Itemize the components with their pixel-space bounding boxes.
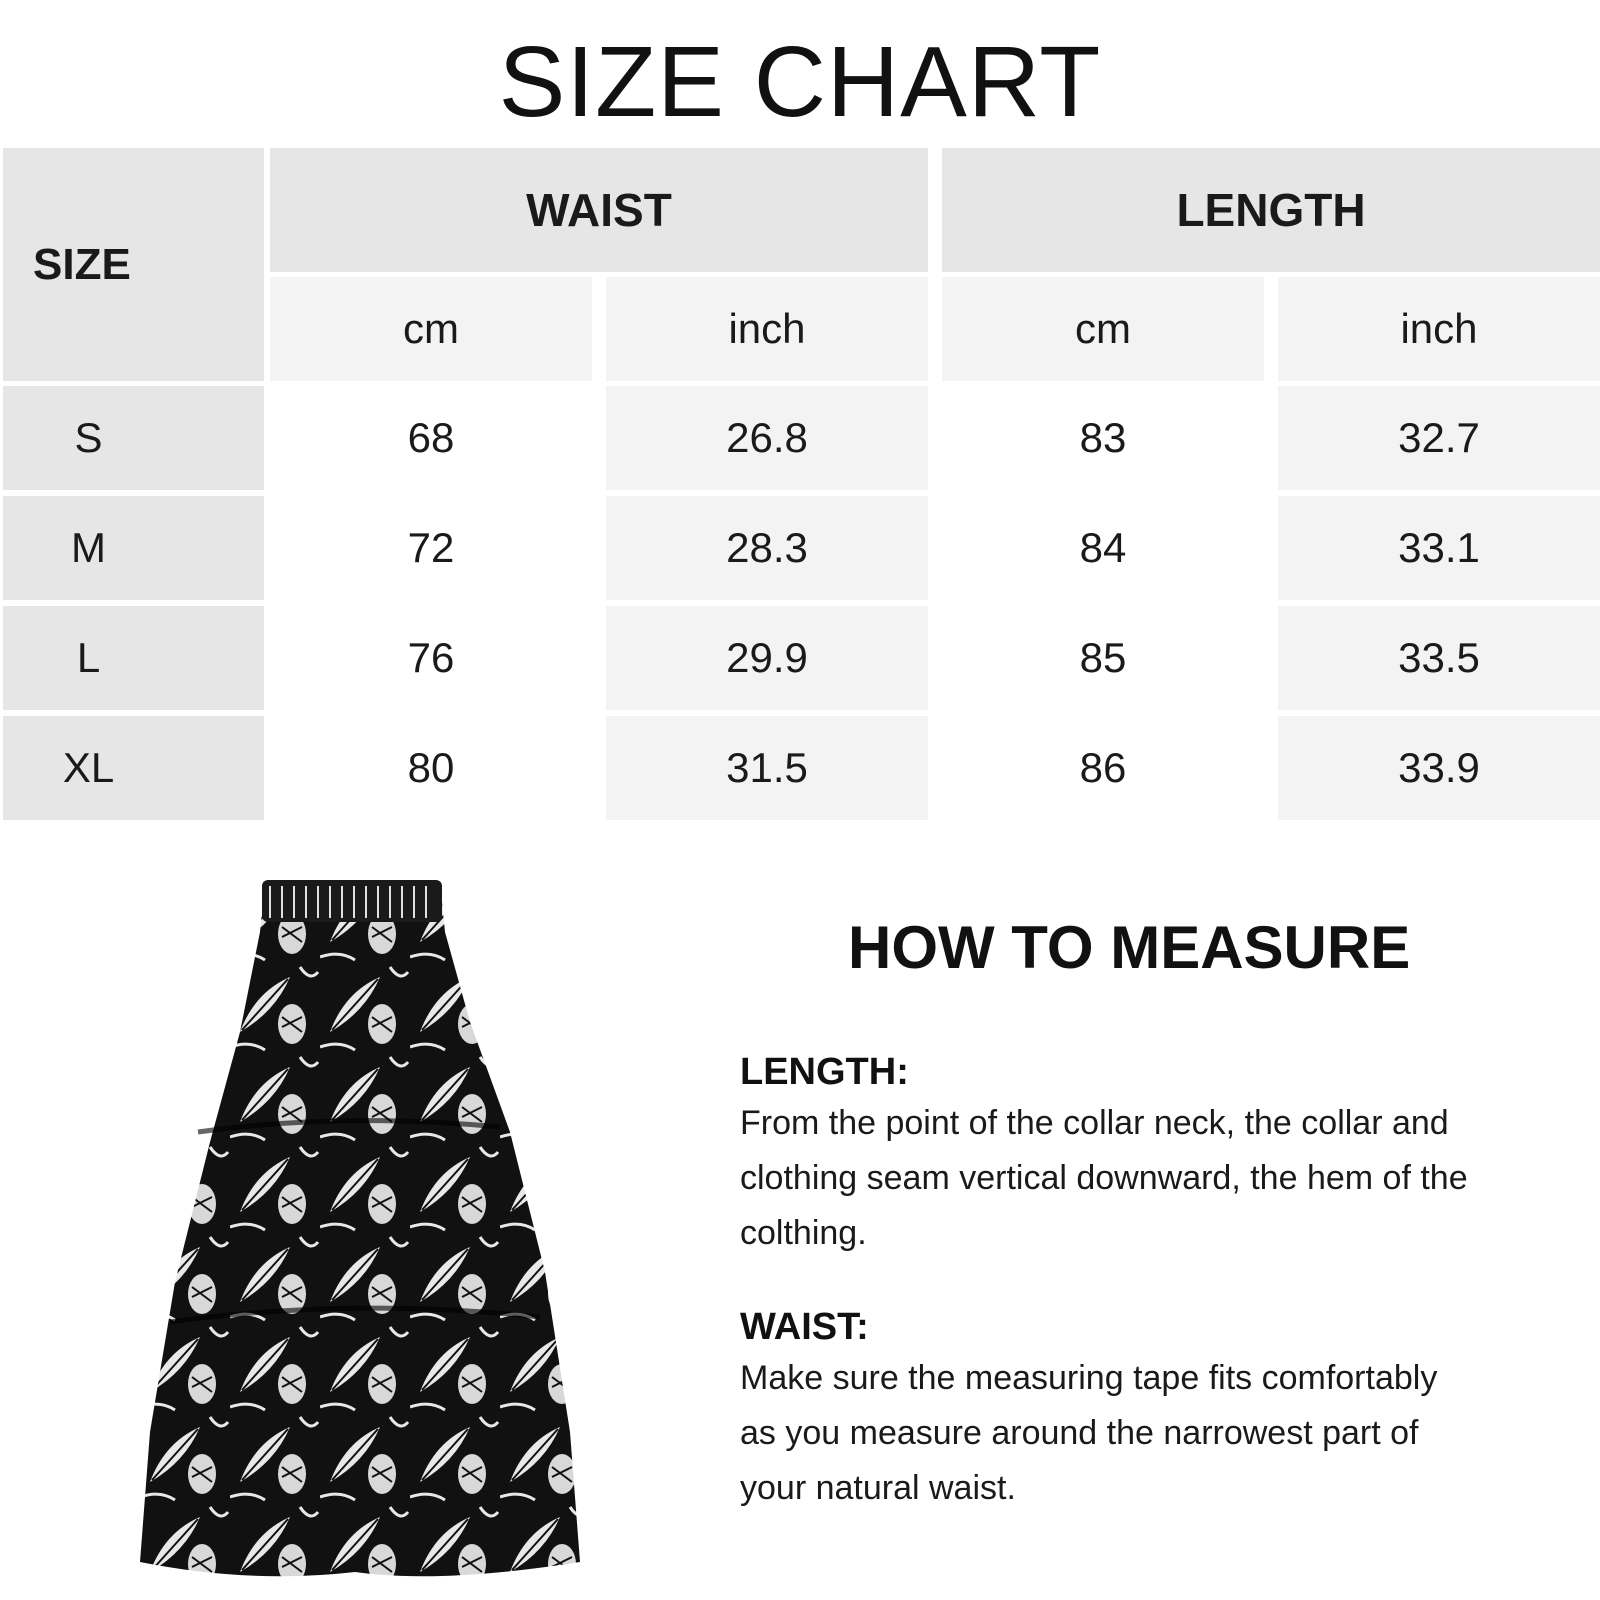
size-label-s: S — [3, 386, 264, 490]
size-label-xl: XL — [3, 716, 264, 820]
how-to-measure-title: HOW TO MEASURE — [848, 914, 1411, 981]
length-line-1: From the point of the collar neck, the collar and — [740, 1104, 1449, 1142]
size-label-m: M — [3, 496, 264, 600]
table-cell: 68 — [270, 386, 592, 490]
length-group-header: LENGTH — [942, 148, 1600, 272]
table-cell: 31.5 — [606, 716, 928, 820]
table-cell: 83 — [942, 386, 1264, 490]
table-cell: 84 — [942, 496, 1264, 600]
table-cell: 26.8 — [606, 386, 928, 490]
waist-section-label: WAIST: — [740, 1306, 869, 1348]
table-cell: 32.7 — [1278, 386, 1600, 490]
table-cell: 29.9 — [606, 606, 928, 710]
table-cell: 33.1 — [1278, 496, 1600, 600]
table-cell: 86 — [942, 716, 1264, 820]
table-cell: 80 — [270, 716, 592, 820]
table-cell: 72 — [270, 496, 592, 600]
unit-header-waist-inch: inch — [606, 277, 928, 381]
waist-line-2: as you measure around the narrowest part of — [740, 1414, 1419, 1452]
length-section-label: LENGTH: — [740, 1051, 909, 1093]
waist-line-1: Make sure the measuring tape fits comfortably — [740, 1359, 1438, 1397]
page-title: SIZE CHART — [498, 26, 1102, 138]
waist-group-header: WAIST — [270, 148, 928, 272]
table-cell: 76 — [270, 606, 592, 710]
table-cell: 85 — [942, 606, 1264, 710]
size-label-l: L — [3, 606, 264, 710]
size-column-header: SIZE — [3, 148, 264, 381]
skirt-illustration-icon — [140, 872, 580, 1582]
length-line-2: clothing seam vertical downward, the hem of the — [740, 1159, 1468, 1197]
unit-header-waist-cm: cm — [270, 277, 592, 381]
waist-line-3: your natural waist. — [740, 1469, 1016, 1507]
unit-header-length-inch: inch — [1278, 277, 1600, 381]
table-cell: 28.3 — [606, 496, 928, 600]
length-line-3: colthing. — [740, 1214, 867, 1252]
table-cell: 33.9 — [1278, 716, 1600, 820]
unit-header-length-cm: cm — [942, 277, 1264, 381]
table-cell: 33.5 — [1278, 606, 1600, 710]
